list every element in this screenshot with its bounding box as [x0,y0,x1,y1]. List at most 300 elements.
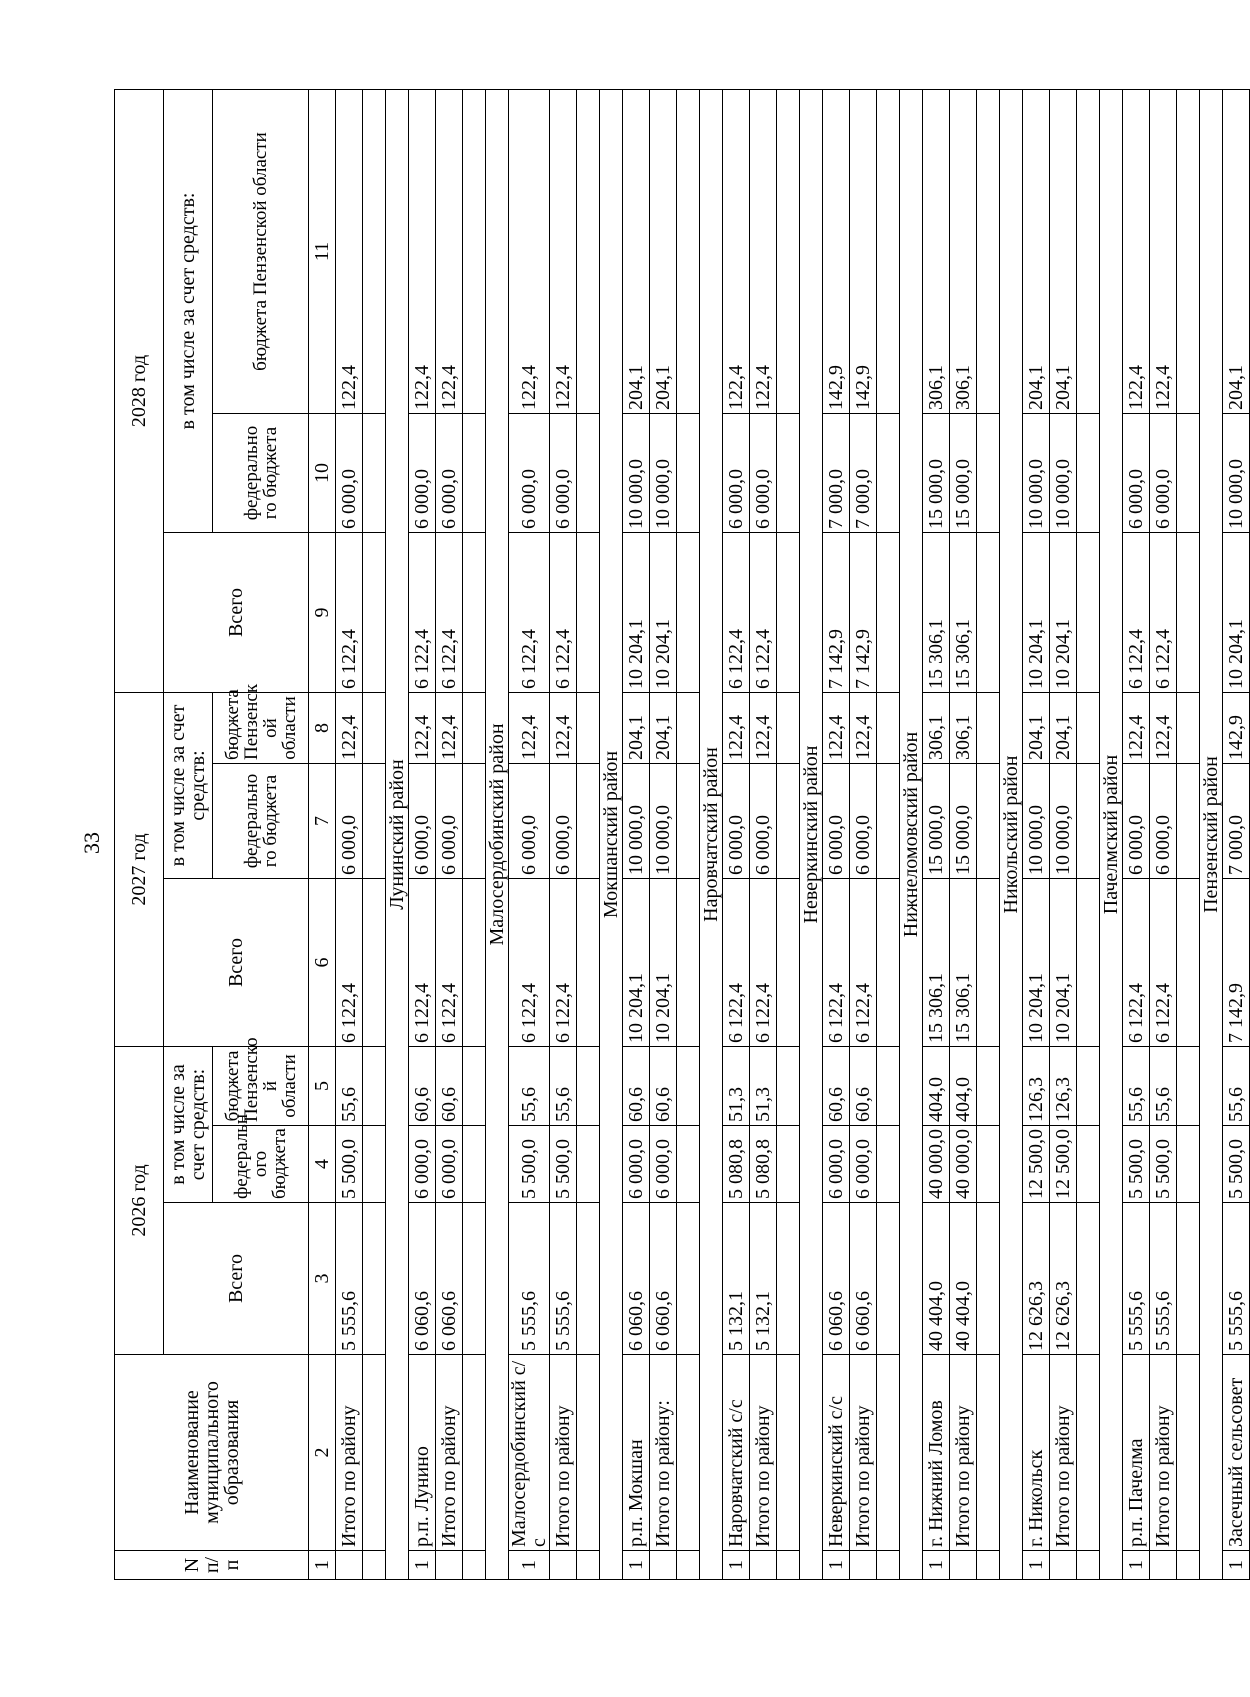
table-cell: 5 132,1 [723,1203,750,1355]
spacer-cell [877,90,900,414]
table-cell: 6 000,0 [823,764,850,879]
header-total-2026: Всего [164,1203,309,1355]
table-cell: 55,6 [550,1047,577,1126]
table-cell: 6 000,0 [336,764,363,879]
table-cell: 6 122,4 [550,533,577,693]
table-cell: 6 122,4 [1150,533,1177,693]
spacer-cell [777,879,800,1047]
table-cell: 60,6 [409,1047,436,1126]
table-cell: 122,4 [336,90,363,414]
header-regional-2027: бюджета Пензенск ой области [213,693,309,764]
spacer-cell [577,90,600,414]
table-cell: 15 306,1 [923,533,950,693]
section-title-row [700,90,723,1580]
table-cell: 5 555,6 [1150,1203,1177,1355]
table-cell: 204,1 [1023,90,1050,414]
table-cell: 122,4 [409,693,436,764]
spacer-cell [977,414,1000,533]
table-cell: 122,4 [750,693,777,764]
table-cell: 142,9 [850,90,877,414]
column-number: 10 [309,414,336,533]
table-cell: 12 626,3 [1023,1203,1050,1355]
spacer-cell [1077,1126,1100,1203]
table-cell: 404,0 [950,1047,977,1126]
spacer-cell [977,90,1000,414]
table-cell: 6 122,4 [823,879,850,1047]
table-cell: 15 306,1 [950,533,977,693]
table-cell: 1 [623,1551,650,1580]
table-row [509,90,550,1580]
header-total-2028: Всего [164,533,309,693]
table-cell: 122,4 [436,693,463,764]
table-cell: 12 626,3 [1050,1203,1077,1355]
page-number: 33 [79,832,104,854]
table-cell: Итого по району: [650,1355,677,1551]
section-title: Никольский район [1000,90,1023,1580]
spacer-cell [877,879,900,1047]
table-cell: 40 404,0 [923,1203,950,1355]
table-cell: 122,4 [1123,693,1150,764]
table-cell: 6 000,0 [336,414,363,533]
spacer-cell [677,1355,700,1551]
table-cell: р.п. Пачелма [1123,1355,1150,1551]
table-cell: 5 080,8 [723,1126,750,1203]
section-title-row [1100,90,1123,1580]
table-row [550,90,577,1580]
header-federal-2028: федерально го бюджета [213,414,309,533]
table-cell: 6 000,0 [550,414,577,533]
table-cell: 10 000,0 [1223,414,1250,533]
table-cell: 6 000,0 [750,764,777,879]
spacer-cell [777,693,800,764]
section-title: Пензенский район [1200,90,1223,1580]
table-cell: 10 204,1 [1050,533,1077,693]
table-cell: 7 142,9 [823,533,850,693]
table-cell: Малосердобинский с/с [509,1355,550,1551]
header-including-2026: в том числе за счет средств: [164,1047,213,1203]
column-number: 7 [309,764,336,879]
spacer-cell [1177,533,1200,693]
table-cell: 60,6 [436,1047,463,1126]
table-cell: 306,1 [923,693,950,764]
table-cell: 5 555,6 [509,1203,550,1355]
section-title: Мокшанский район [600,90,623,1580]
spacer-cell [463,414,486,533]
spacer-cell [777,90,800,414]
spacer-cell [1177,1203,1200,1355]
section-title: Нижнеломовский район [900,90,923,1580]
spacer-cell [1177,1551,1200,1580]
spacer-cell [877,1126,900,1203]
table-row [750,90,777,1580]
table-cell [650,1551,677,1580]
spacer-cell [977,1203,1000,1355]
table-cell: 6 060,6 [850,1203,877,1355]
spacer-cell [1077,693,1100,764]
spacer-cell [677,879,700,1047]
table-cell: 40 404,0 [950,1203,977,1355]
spacer-cell [363,414,386,533]
header-year-2028: 2028 год [115,90,164,693]
table-row [1050,90,1077,1580]
spacer-cell [577,1551,600,1580]
table-cell: 12 500,0 [1023,1126,1050,1203]
table-cell [436,1551,463,1580]
spacer-cell [363,879,386,1047]
header-year-2026: 2026 год [115,1047,164,1355]
table-cell: 10 000,0 [623,414,650,533]
table-cell: Итого по району [750,1355,777,1551]
spacer-cell [463,90,486,414]
table-cell: 10 204,1 [623,879,650,1047]
spacer-cell [877,533,900,693]
table-cell: 6 122,4 [1150,879,1177,1047]
table-cell: 51,3 [723,1047,750,1126]
table-cell: 60,6 [850,1047,877,1126]
header-including-2027: в том числе за счет средств: [164,693,213,879]
table-cell: 6 122,4 [750,879,777,1047]
spacer-cell [1077,533,1100,693]
table-cell: 60,6 [650,1047,677,1126]
spacer-cell [677,693,700,764]
table-cell: 122,4 [750,90,777,414]
spacer-cell [1177,90,1200,414]
header-name: Наименование муниципального образования [115,1355,309,1551]
spacer-cell [777,1126,800,1203]
table-row [823,90,850,1580]
table-cell: 6 000,0 [623,1126,650,1203]
table-cell: 122,4 [409,90,436,414]
table-cell: 122,4 [850,693,877,764]
spacer-row [877,90,900,1580]
table-cell: Итого по району [436,1355,463,1551]
spacer-cell [577,764,600,879]
spacer-cell [877,693,900,764]
table-cell: 6 000,0 [750,414,777,533]
spacer-cell [777,1551,800,1580]
table-cell: 306,1 [950,693,977,764]
spacer-cell [463,1203,486,1355]
table-cell: 6 122,4 [723,533,750,693]
table-cell: 6 000,0 [1123,414,1150,533]
table-cell: 6 122,4 [1123,533,1150,693]
spacer-cell [577,879,600,1047]
table-row [923,90,950,1580]
table-cell: 122,4 [723,693,750,764]
spacer-cell [977,879,1000,1047]
table-cell: 10 000,0 [650,764,677,879]
table-cell: 6 000,0 [1150,414,1177,533]
table-cell: 6 122,4 [509,533,550,693]
table-row [650,90,677,1580]
table-cell: 6 000,0 [850,1126,877,1203]
table-cell: 6 122,4 [409,533,436,693]
table-cell: 15 306,1 [923,879,950,1047]
spacer-cell [363,533,386,693]
spacer-cell [1077,90,1100,414]
table-cell: 10 204,1 [1050,879,1077,1047]
spacer-cell [977,693,1000,764]
table-cell: 122,4 [1123,90,1150,414]
section-title-row [1200,90,1223,1580]
table-cell: 6 000,0 [409,414,436,533]
spacer-cell [1177,879,1200,1047]
table-cell: р.п. Мокшан [623,1355,650,1551]
spacer-cell [777,1203,800,1355]
table-cell: 5 500,0 [509,1126,550,1203]
spacer-row [363,90,386,1580]
spacer-cell [1077,764,1100,879]
spacer-cell [777,1047,800,1126]
table-cell: 122,4 [723,90,750,414]
spacer-cell [777,764,800,879]
table-cell: 51,3 [750,1047,777,1126]
section-title: Неверкинский район [800,90,823,1580]
table-cell: 204,1 [1050,693,1077,764]
table-cell: 122,4 [550,693,577,764]
table-cell: 12 500,0 [1050,1126,1077,1203]
spacer-row [1177,90,1200,1580]
spacer-cell [363,1551,386,1580]
spacer-cell [363,693,386,764]
table-cell [336,1551,363,1580]
table-cell: 1 [723,1551,750,1580]
table-cell: г. Никольск [1023,1355,1050,1551]
spacer-cell [677,533,700,693]
header-federal-2027: федерально го бюджета [213,764,309,879]
table-cell: 122,4 [1150,693,1177,764]
table-cell: 55,6 [336,1047,363,1126]
spacer-row [577,90,600,1580]
table-row [950,90,977,1580]
table-cell: 6 000,0 [1123,764,1150,879]
column-number: 11 [309,90,336,414]
spacer-cell [363,1126,386,1203]
table-cell: 6 000,0 [723,764,750,879]
table-cell: 7 000,0 [850,414,877,533]
table-cell: 204,1 [1023,693,1050,764]
table-cell: р.п. Лунино [409,1355,436,1551]
table-cell: 5 500,0 [1150,1126,1177,1203]
table-cell: 204,1 [650,693,677,764]
table-cell: 5 555,6 [1123,1203,1150,1355]
table-cell: 55,6 [509,1047,550,1126]
table-cell: 6 060,6 [650,1203,677,1355]
table-cell: 126,3 [1050,1047,1077,1126]
table-cell: 7 000,0 [1223,764,1250,879]
table-cell: 122,4 [509,693,550,764]
table-row [623,90,650,1580]
table-cell: 122,4 [336,693,363,764]
table-cell: 1 [823,1551,850,1580]
table-cell: 15 000,0 [950,414,977,533]
spacer-cell [463,533,486,693]
table-cell: 55,6 [1123,1047,1150,1126]
table-cell: 1 [509,1551,550,1580]
section-title-row [386,90,409,1580]
table-cell: 5 132,1 [750,1203,777,1355]
table-cell: 6 122,4 [436,533,463,693]
spacer-cell [977,1047,1000,1126]
spacer-cell [463,1551,486,1580]
table-cell: 5 555,6 [336,1203,363,1355]
column-number: 3 [309,1203,336,1355]
spacer-cell [577,1355,600,1551]
section-title: Наровчатский район [700,90,723,1580]
spacer-cell [977,764,1000,879]
table-cell: 5 500,0 [550,1126,577,1203]
table-cell: 10 000,0 [1050,764,1077,879]
table-row [409,90,436,1580]
table-cell: 15 306,1 [950,879,977,1047]
spacer-cell [677,1203,700,1355]
table-cell: 142,9 [823,90,850,414]
table-cell: 5 500,0 [1223,1126,1250,1203]
table-cell: 6 000,0 [509,764,550,879]
header-year-2027: 2027 год [115,693,164,1047]
table-cell: 7 142,9 [1223,879,1250,1047]
table-cell: 15 000,0 [923,414,950,533]
table-row [1023,90,1050,1580]
header-row-years [115,90,164,1580]
table-cell: 10 000,0 [623,764,650,879]
table-cell: 6 060,6 [823,1203,850,1355]
spacer-cell [1077,1047,1100,1126]
table-row [1223,90,1250,1580]
table-cell: 122,4 [1150,90,1177,414]
table-cell: Итого по району [336,1355,363,1551]
table-cell: 6 000,0 [823,1126,850,1203]
table-cell: Наровчатский с/с [723,1355,750,1551]
column-number: 2 [309,1355,336,1551]
spacer-cell [1077,414,1100,533]
table-cell: 60,6 [623,1047,650,1126]
table-cell: 1 [1023,1551,1050,1580]
table-cell: 10 204,1 [1023,533,1050,693]
column-number: 5 [309,1047,336,1126]
table-cell: Итого по району [1150,1355,1177,1551]
spacer-cell [1177,1355,1200,1551]
spacer-cell [1177,1126,1200,1203]
table-row [1150,90,1177,1580]
table-cell: 7 142,9 [850,533,877,693]
spacer-cell [677,90,700,414]
table-cell: 40 000,0 [950,1126,977,1203]
table-cell: 7 000,0 [823,414,850,533]
spacer-cell [577,533,600,693]
header-regional-2026: бюджета Пензенско й области [213,1047,309,1126]
header-regional-2028: бюджета Пензенской области [213,90,309,414]
table-cell: 306,1 [923,90,950,414]
table-body [309,90,1250,1580]
table-cell: 6 060,6 [409,1203,436,1355]
table-cell: 204,1 [650,90,677,414]
spacer-row [463,90,486,1580]
table-cell: 1 [1123,1551,1150,1580]
table-cell: 6 000,0 [650,1126,677,1203]
spacer-cell [463,764,486,879]
table-cell: Засечный сельсовет [1223,1355,1250,1551]
column-number: 4 [309,1126,336,1203]
header-n: N п/п [115,1551,309,1580]
funding-table [114,89,1250,1580]
spacer-cell [577,414,600,533]
table-cell: 10 204,1 [650,879,677,1047]
table-row [336,90,363,1580]
spacer-cell [877,1355,900,1551]
spacer-cell [677,414,700,533]
table-cell: 15 000,0 [950,764,977,879]
table-cell: 204,1 [623,90,650,414]
spacer-cell [1077,1355,1100,1551]
table-cell: 5 500,0 [1123,1126,1150,1203]
table-cell: 55,6 [1150,1047,1177,1126]
section-title: Малосердобинский район [486,90,509,1580]
spacer-cell [777,1355,800,1551]
table-cell: 6 000,0 [723,414,750,533]
table-cell: 10 204,1 [1223,533,1250,693]
table-cell: 6 122,4 [550,879,577,1047]
section-title-row [486,90,509,1580]
header-total-2027: Всего [164,879,309,1047]
table-cell: 6 000,0 [550,764,577,879]
spacer-cell [977,1551,1000,1580]
table-cell: 1 [1223,1551,1250,1580]
spacer-cell [363,764,386,879]
spacer-cell [1177,414,1200,533]
table-cell [550,1551,577,1580]
table-cell: 10 204,1 [623,533,650,693]
spacer-cell [463,1047,486,1126]
spacer-cell [363,1047,386,1126]
table-cell: 6 122,4 [336,879,363,1047]
spacer-row [1077,90,1100,1580]
column-number: 8 [309,693,336,764]
spacer-cell [463,1126,486,1203]
table-cell [950,1551,977,1580]
table-cell: 6 122,4 [723,879,750,1047]
table-cell: 6 122,4 [750,533,777,693]
spacer-cell [677,1126,700,1203]
spacer-cell [1077,1551,1100,1580]
header-including-2028: в том числе за счет средств: [164,90,213,533]
spacer-cell [977,1355,1000,1551]
spacer-cell [677,1551,700,1580]
spacer-cell [977,1126,1000,1203]
table-cell [1050,1551,1077,1580]
spacer-cell [577,693,600,764]
table-cell: Итого по району [1050,1355,1077,1551]
table-cell: 5 555,6 [550,1203,577,1355]
table-cell: 6 000,0 [436,764,463,879]
spacer-cell [877,764,900,879]
spacer-cell [577,1203,600,1355]
table-cell: 6 122,4 [1123,879,1150,1047]
spacer-cell [677,1047,700,1126]
table-cell: г. Нижний Ломов [923,1355,950,1551]
table-cell: 6 000,0 [409,764,436,879]
table-cell: 6 000,0 [436,414,463,533]
spacer-cell [363,90,386,414]
table-cell: 10 000,0 [1023,764,1050,879]
table-cell: 10 204,1 [1023,879,1050,1047]
spacer-cell [877,1551,900,1580]
table-cell [750,1551,777,1580]
table-cell: 204,1 [623,693,650,764]
section-title: Пачелмский район [1100,90,1123,1580]
spacer-cell [877,414,900,533]
table-cell: 10 000,0 [650,414,677,533]
